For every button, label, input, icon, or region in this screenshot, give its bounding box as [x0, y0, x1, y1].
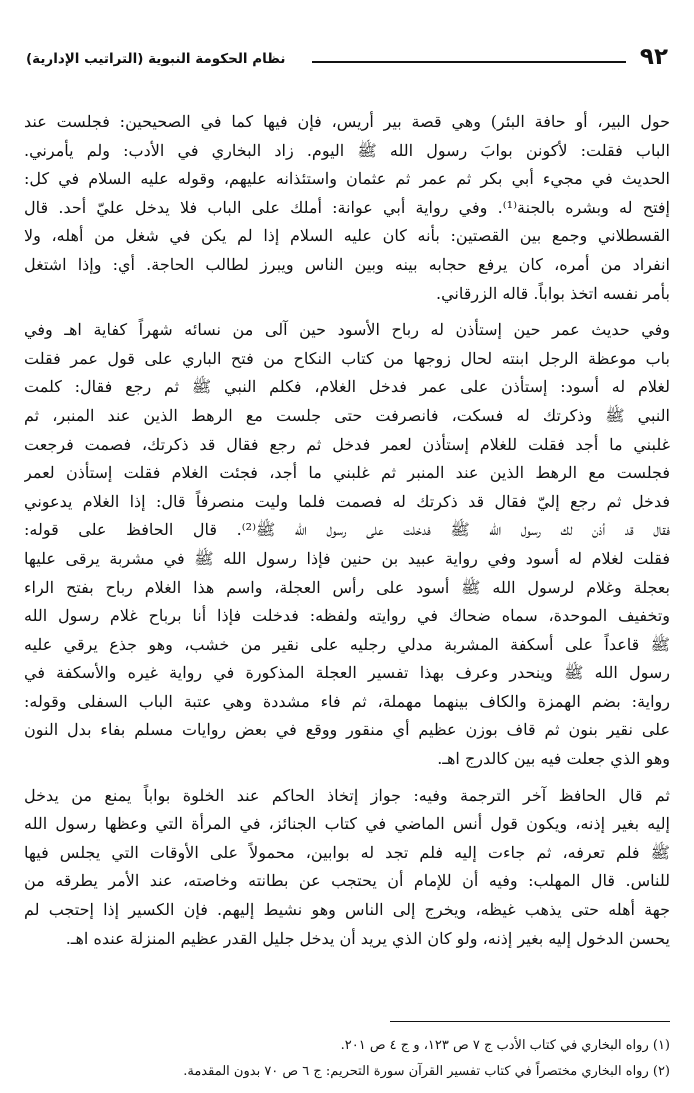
text-line: يحسن الدخول إليه بغير إذنه، ولو كان الذي يريد أن يدخل جليل القدر عظيم المنزلة عنده اهـ.	[65, 928, 670, 948]
text-line: بعجلة وغلام لرسول الله ﷺ أسود على رأس العجلة، واسم هذا الغلام رباح بفتح الراء	[24, 577, 670, 597]
footnote-2: (٢) رواه البخاري مختصراً في كتاب تفسير القرآن سورة التحريم: ج ٦ ص ٧٠ بدون المقدمة.	[183, 1064, 670, 1079]
text-line: انفراد من أمره، كان يرفع حجابه بينه وبين الناس ويبرز لطالب الحاجة. أي: وإذا اشتغل	[24, 254, 670, 274]
text-line: وفي حديث عمر حين إستأذن له رباح الأسود حين آلى من نسائه شهراً كفاية اهـ وفي	[24, 320, 670, 340]
page-number: ٩٢	[639, 44, 668, 70]
paragraph	[24, 782, 670, 954]
text-line: النبي ﷺ وذكرتك له فسكت، فانصرفت حتى جلست مع الرهط الذين عند المنبر، ثم	[24, 405, 670, 425]
text-line: الحديث في مجيء أبي بكر ثم عمر ثم عثمان واستئذانه عليهم، وقوله عليه السلام في كل:	[24, 169, 670, 189]
footnote-1: (١) رواه البخاري في كتاب الأدب ج ٧ ص ١٢٣، و ج ٤ ص ٢٠١.	[340, 1038, 670, 1053]
text-line: القسطلاني وجمع بين القصتين: بأنه كان عليه السلام إذا لم يكن في شغل من أهله، ولا	[24, 226, 670, 246]
text-line: حول البير، أو حافة البئر) وهي قصة بير أريس، فإن فيها كما في الصحيحين: فجلست عند	[24, 112, 670, 131]
text-line: وهو الذي جعلت فيه بين كالدرج اهـ.	[437, 749, 670, 769]
book-title: نظام الحكومة النبوية (التراتيب الإدارية)	[26, 51, 286, 67]
header-rule	[312, 61, 626, 63]
text-line: رواية: بضم الهمزة والكاف بينهما مهملة، ثم فاء مشددة وهي عتبة الباب السفلى وقوله:	[24, 691, 670, 711]
text-line: ﷺ قاعداً على أسكفة المشربة مدلي رجليه على نقير من خشب، وهو جذع يرقي عليه	[24, 634, 670, 654]
text-line: الباب فقلت: لأكونن بوابَ رسول الله ﷺ اليوم. زاد البخاري في الأدب: ولم يأمرني.	[24, 140, 670, 160]
text-line: فقلت لغلام له أسود وفي رواية عبيد بن حنين فإذا رسول الله ﷺ في مشربة يرقى عليها	[24, 548, 670, 568]
text-line: للناس. قال المهلب: وفيه أن للإمام أن يحتجب عن بطانته وخاصته، عند الأمر يطرقه من	[24, 871, 670, 891]
paragraph	[24, 108, 670, 308]
text-line: على نقير بنون ثم قاف بوزن عظيم أي منقور ووقع في بعض روايات مسلم بفاء بدل النون	[24, 720, 670, 740]
text-line: لغلام له أسود: إستأذن على عمر فدخل الغلام، فكلم النبي ﷺ ثم رجع فقال: كلمت	[24, 377, 670, 397]
footnote-separator	[390, 1021, 670, 1022]
text-line: وتخفيف الموحدة، سماه ضحاك في روايته ولفظه: فدخلت فإذا أنا برباح غلام رسول الله	[24, 606, 670, 626]
text-line: غلبني ما أجد فقلت للغلام إستأذن لعمر فدخل ثم رجع فقال قد ذكرتك، فصمت فرجعت	[24, 434, 670, 454]
paragraph	[24, 316, 670, 774]
text-line: فقال قد أذن لك رسول الله ﷺ فدخلت على رسول الله ﷺ⁽²⁾. قال الحافظ على قوله:	[24, 520, 670, 540]
text-line: ثم قال الحافظ آخر الترجمة وفيه: جواز إتخاذ الحاكم عند الخلوة بواباً يمنع من يدخل	[24, 785, 670, 805]
text-line: باب موعظة الرجل ابنته لحال زوجها من كتاب النكاح من فتح الباري على قول عمر فقلت	[24, 348, 670, 368]
text-line: ﷺ فلم تعرفه، ثم جاءت إليه فلم تجد له بوابين، محمولاً على الأوقات التي يجلس فيها	[24, 842, 670, 862]
text-line: إفتح له وبشره بالجنة⁽¹⁾. وفي رواية أبي عوانة: أملك على الباب فلا يدخل عليّ أحد. قال	[24, 197, 670, 217]
text-line: فدخل ثم رجع إليّ فقال قد ذكرتك له فصمت فلما وليت منصرفاً قال: إذا الغلام يدعوني	[24, 491, 670, 511]
text-line: رسول الله ﷺ وينحدر وعرف بهذا تفسير العجلة المذكورة في رواية غيره والأسكفة في	[24, 663, 670, 683]
text-line: فجلست مع الرهط الذين عند المنبر ثم غلبني ما أجد، فجئت الغلام فقلت إستأذن لعمر	[24, 463, 670, 483]
body-text	[24, 108, 670, 961]
text-line: جهة أهله حتى يذهب غيظه، ويخرج إلى الناس وهو نشيط إليهم. فإن الكسير إذا إحتجب لم	[24, 900, 670, 920]
text-line: إليه بغير إذنه، ويكون قول أنس الماضي في كتاب الجنائز، في المرأة التي وعظها رسول الله	[24, 814, 670, 834]
running-header	[26, 44, 668, 74]
text-line: بأمر نفسه اتخذ بواباً. قاله الزرقاني.	[435, 283, 670, 303]
footnotes	[24, 1033, 670, 1085]
